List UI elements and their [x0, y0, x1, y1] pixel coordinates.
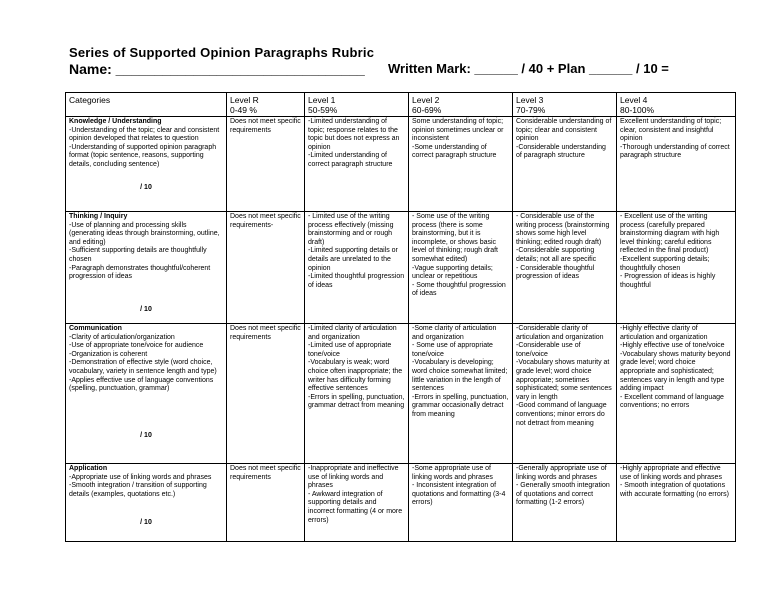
col-header-level-2	[409, 93, 513, 117]
col-label: Level 3	[516, 95, 544, 105]
level-cell	[305, 212, 409, 324]
level-text: -Some clarity of articulation and organization - Some use of appropriate tone/voice -Vocabulary is developing; word choice somewhat limited; little variation in the length of sentences -Errors in spelling, punctuation, grammar occasionally detract from meaning	[412, 325, 509, 418]
level-cell	[617, 117, 736, 212]
level-text: Does not meet specific requirements-	[230, 213, 301, 229]
level-cell	[227, 212, 305, 324]
level-text: Does not meet specific requirements	[230, 118, 301, 134]
category-cell	[66, 117, 227, 212]
level-cell	[513, 212, 617, 324]
col-label: Level 4	[620, 95, 648, 105]
rubric-table	[65, 92, 736, 542]
level-cell	[227, 324, 305, 464]
level-text: -Highly effective clarity of articulation and organization -Highly effective use of tone/voice -Vocabulary shows maturity beyond grade level; word choice appropriate and sophisticated; sentences vary in length and type adding impact - Excellent command of language conventions; no errors	[620, 325, 731, 410]
category-description: -Use of planning and processing skills (generating ideas through brainstorming, outline, and editing) -Sufficient supporting details are thoughtfully chosen -Paragraph demonstrates thoughtful/coherent progression of ideas	[69, 221, 220, 281]
level-cell	[409, 464, 513, 542]
category-name: Knowledge / Understanding	[69, 118, 162, 125]
level-cell	[305, 324, 409, 464]
level-text: -Inappropriate and ineffective use of linking words and phrases - Awkward integration of supporting details and incorrect formatting (4 or more errors)	[308, 465, 403, 524]
category-description: -Appropriate use of linking words and phrases -Smooth integration / transition of supporting details (examples, quotations etc.)	[69, 473, 212, 498]
name-field-label: Name: ________________________________	[69, 61, 365, 77]
score-blank: / 10	[140, 183, 152, 191]
level-text: Does not meet specific requirements	[230, 325, 301, 341]
category-cell	[66, 464, 227, 542]
col-header-level-3	[513, 93, 617, 117]
level-text: -Some appropriate use of linking words and phrases - Inconsistent integration of quotations and formatting (3-4 errors)	[412, 465, 506, 507]
header-row	[66, 93, 736, 117]
level-cell	[513, 117, 617, 212]
category-name: Thinking / Inquiry	[69, 213, 128, 220]
category-description: -Clarity of articulation/organization -Use of appropriate tone/voice for audience -Organization is coherent -Demonstration of effective style (word choice, vocabulary, variety in sentence length and type) -Applies effective use of language conventions (spelling, punctuation, grammar)	[69, 333, 217, 393]
col-header-categories	[66, 93, 227, 117]
col-range: 0-49 %	[230, 105, 257, 115]
written-mark-label: Written Mark: ______ / 40 + Plan ______ / 10 =	[388, 61, 669, 76]
level-text: - Some use of the writing process (there is some brainstorming, but it is incomplete, or shows basic level of thinking; rough draft somewhat edited) -Vague supporting details; unclear or repetitious - Some thoughtful progression of ideas	[412, 213, 506, 298]
score-blank: / 10	[140, 519, 152, 527]
col-range: 50-59%	[308, 105, 338, 115]
score-blank: / 10	[140, 431, 152, 439]
col-header-level-r	[227, 93, 305, 117]
col-header-level-4	[617, 93, 736, 117]
level-text: -Highly appropriate and effective use of linking words and phrases - Smooth integration of quotations with accurate formatting (no errors)	[620, 465, 729, 498]
level-cell	[227, 464, 305, 542]
level-text: - Limited use of the writing process effectively (missing brainstorming and or rough draft) -Limited supporting details or details are unrelated to the opinion -Limited thoughtful progression of ideas	[308, 213, 405, 289]
score-blank: / 10	[140, 305, 152, 313]
level-text: - Excellent use of the writing process (carefully prepared brainstorming diagram with high level thinking; careful editions reflected in the final product) -Excellent supporting details; thoughtfully chosen - Progression of ideas is highly thoughtful	[620, 213, 720, 289]
col-range: 80-100%	[620, 105, 655, 115]
level-cell	[617, 324, 736, 464]
level-cell	[513, 324, 617, 464]
level-cell	[227, 117, 305, 212]
level-cell	[409, 212, 513, 324]
level-cell	[305, 464, 409, 542]
level-cell	[617, 464, 736, 542]
col-label: Level 2	[412, 95, 440, 105]
level-text: Does not meet specific requirements	[230, 465, 301, 481]
level-text: -Generally appropriate use of linking words and phrases - Generally smooth integration of quotations and correct formatting (1-2 errors)	[516, 465, 610, 507]
level-text: Considerable understanding of topic; clear and consistent opinion -Considerable understanding of paragraph structure	[516, 118, 612, 160]
level-text: Excellent understanding of topic; clear, consistent and insightful opinion -Thorough understanding of correct paragraph structure	[620, 118, 730, 160]
col-label: Level 1	[308, 95, 336, 105]
level-cell	[305, 117, 409, 212]
level-cell	[409, 117, 513, 212]
level-text: -Limited clarity of articulation and organization -Limited use of appropriate tone/voice -Vocabulary is weak; word choice often inappropriate; the writer has difficulty forming effective sentences -Errors in spelling, punctuation, grammar detract from meaning	[308, 325, 405, 410]
table-row	[66, 212, 736, 324]
col-header-level-1	[305, 93, 409, 117]
rubric-title: Series of Supported Opinion Paragraphs Rubric	[69, 45, 375, 60]
col-range: 70-79%	[516, 105, 546, 115]
category-cell	[66, 212, 227, 324]
col-label: Level R	[230, 95, 259, 105]
level-text: - Considerable use of the writing process (brainstorming shows some high level thinking; edited rough draft) -Considerable supporting details; not all are specific - Considerable thoughtful progression of ideas	[516, 213, 610, 281]
category-name: Communication	[69, 325, 122, 332]
table-row	[66, 117, 736, 212]
table-row	[66, 324, 736, 464]
level-cell	[513, 464, 617, 542]
level-text: -Considerable clarity of articulation and organization -Considerable use of tone/voice -Vocabulary shows maturity at grade level; word choice appropriate; sometimes sophisticated; some sentences vary in length -Good command of language conventions; minor errors do not detract from meaning	[516, 325, 612, 427]
level-text: Some understanding of topic; opinion sometimes unclear or inconsistent -Some understanding of correct paragraph structure	[412, 118, 504, 160]
table-row	[66, 464, 736, 542]
level-text: -Limited understanding of topic; response relates to the topic but does not express an opinion -Limited understanding of correct paragraph structure	[308, 118, 400, 168]
level-cell	[409, 324, 513, 464]
col-range: 60-69%	[412, 105, 442, 115]
level-cell	[617, 212, 736, 324]
category-description: -Understanding of the topic; clear and consistent opinion developed that relates to question -Understanding of supported opinion paragraph format (topic sentence, reasons, supporting details, concluding sentence)	[69, 126, 220, 168]
category-name: Application	[69, 465, 108, 472]
category-cell	[66, 324, 227, 464]
col-label: Categories	[69, 95, 111, 105]
